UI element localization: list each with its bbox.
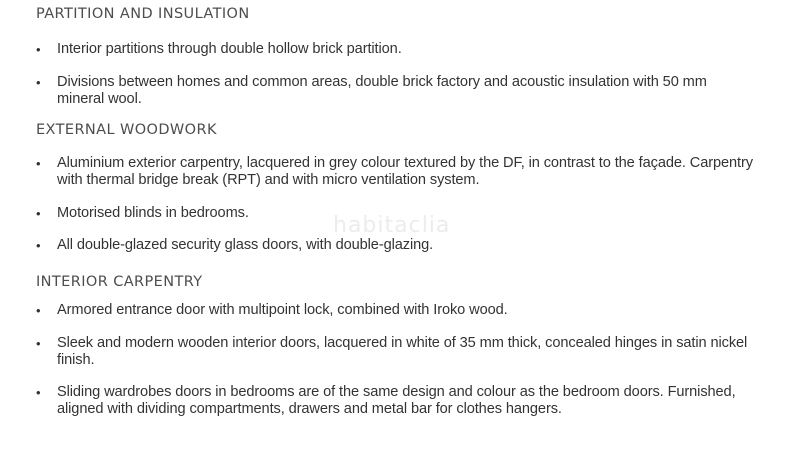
list-item-text: Motorised blinds in bedrooms. (57, 205, 249, 221)
list-item (36, 74, 756, 108)
list-item (36, 384, 756, 418)
bullet-icon: • (36, 238, 41, 253)
list-item-text: Interior partitions through double hollow brick partition. (57, 41, 402, 57)
section-heading-interior-carpentry: INTERIOR CARPENTRY (36, 274, 203, 290)
bullet-icon: • (36, 303, 41, 318)
list-item (36, 41, 756, 58)
list-item-text: Armored entrance door with multipoint lock, combined with Iroko wood. (57, 302, 508, 318)
list-item-text: Aluminium exterior carpentry, lacquered in grey colour textured by the DF, in contrast to the façade. Carpentry with thermal bridge break (RPT) and with micro ventilation system. (57, 155, 753, 188)
bullet-icon: • (36, 336, 41, 351)
list-item (36, 302, 756, 319)
list-item (36, 155, 756, 189)
watermark-logo: habitaclia (333, 213, 451, 238)
list-item (36, 205, 756, 222)
bullet-icon: • (36, 385, 41, 400)
list-item-text: Divisions between homes and common areas, double brick factory and acoustic insulation with 50 mm mineral wool. (57, 74, 707, 107)
bullet-icon: • (36, 42, 41, 57)
list-item-text: Sliding wardrobes doors in bedrooms are of the same design and colour as the bedroom doors. Furnished, aligned with dividing compartments, drawers and metal bar for clothes hangers. (57, 384, 736, 417)
section-heading-partition-insulation: PARTITION AND INSULATION (36, 6, 250, 22)
bullet-icon: • (36, 156, 41, 171)
section-heading-external-woodwork: EXTERNAL WOODWORK (36, 122, 217, 138)
bullet-icon: • (36, 206, 41, 221)
bullet-icon: • (36, 75, 41, 90)
list-item (36, 335, 756, 369)
list-item-text: All double-glazed security glass doors, with double-glazing. (57, 237, 434, 253)
list-item (36, 237, 756, 254)
list-item-text: Sleek and modern wooden interior doors, lacquered in white of 35 mm thick, concealed hinges in satin nickel finish. (57, 335, 748, 368)
